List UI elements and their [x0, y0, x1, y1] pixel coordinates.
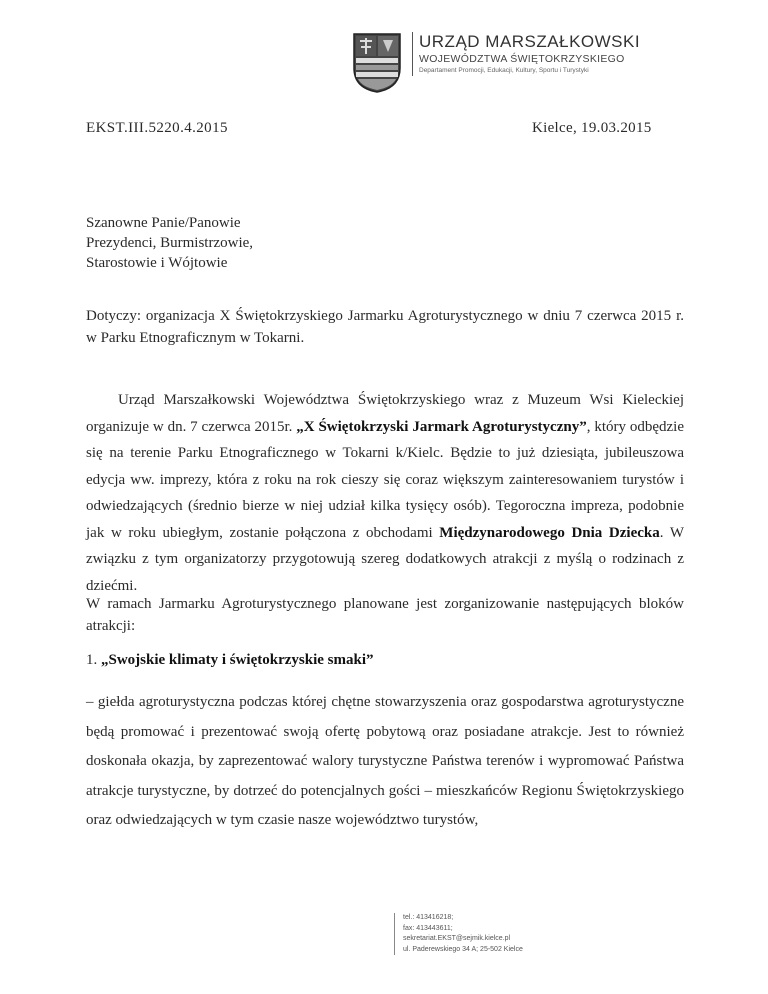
letter-date: Kielce, 19.03.2015 [532, 120, 652, 136]
paragraph-intro [86, 387, 684, 599]
organization-header [412, 32, 640, 76]
section-number: 1. [86, 652, 101, 668]
contact-fax: fax: 413443611; [403, 924, 453, 932]
childrens-day-name: Międzynarodowego Dnia Dziecka [439, 524, 660, 541]
org-department: Departament Promocji, Edukacji, Kultury, Sportu i Turystyki [419, 67, 589, 74]
section-heading [86, 652, 374, 669]
paragraph-text: Urząd Marszałkowski Województwa Świętokrzyskiego wraz z Muzeum Wsi Kieleckiej organizuje w dn. 7 czerwca 2015r. [86, 392, 684, 435]
contact-phone: tel.: 413416218; [403, 914, 454, 921]
contact-address: ul. Paderewskiego 34 A; 25-502 Kielce [403, 945, 523, 953]
addressees [86, 213, 253, 273]
paragraph-text: , który odbędzie się na terenie Parku Etnograficznego w Tokarni k/Kielc. Będzie to już dziesiąta, jubileuszowa edycja ww. imprezy, która z roku na rok cieszy się coraz większym zainteresowaniem turystów i odwiedzających (średnio bierze w niej udział kilka tysięcy osób). Tegoroczna impreza, podobnie jak w roku ubiegłym, zostanie połączona z obchodami [86, 418, 684, 541]
addressee-line: Prezydenci, Burmistrzowie, [86, 235, 254, 251]
event-name: „X Świętokrzyski Jarmark Agroturystyczny” [296, 418, 587, 435]
paragraph-attractions-intro: W ramach Jarmarku Agroturystycznego planowane jest zorganizowanie następujących bloków atrakcji: [86, 596, 684, 634]
subject-line: Dotyczy: organizacja X Świętokrzyskiego Jarmarku Agroturystycznego w dniu 7 czerwca 2015 r. w Parku Etnograficznym w Tokarni. [86, 308, 684, 346]
coat-of-arms-icon [352, 32, 402, 94]
org-title: URZĄD MARSZAŁKOWSKI [419, 32, 641, 51]
contact-email: sekretariat.EKST@sejmik.kielce.pl [403, 935, 511, 942]
paragraph-exchange: – giełda agroturystyczna podczas której chętne stowarzyszenia oraz gospodarstwa agroturystyczne będą promować i prezentować swoją ofertę pobytową oraz posiadane atrakcje. Jest to również doskonała okazja, by zaprezentować walory turystyczne Państwa terenów i wypromować Państwa atrakcje turystyczne, by dotrzeć do potencjalnych gości – mieszkańców Regionu Świętokrzyskiego oraz odwiedzających w tym czasie nasze województwo turystów, [86, 694, 684, 828]
org-subtitle: WOJEWÓDZTWA ŚWIĘTOKRZYSKIEGO [419, 53, 625, 65]
contact-footer [394, 913, 523, 955]
addressee-line: Starostowie i Wójtowie [86, 255, 228, 271]
section-title: „Swojskie klimaty i świętokrzyskie smaki” [101, 652, 374, 668]
addressee-line: Szanowne Panie/Panowie [86, 215, 241, 231]
reference-number: EKST.III.5220.4.2015 [86, 120, 228, 136]
paragraph-text: . W związku z tym organizatorzy przygotowują szereg dodatkowych atrakcji z myślą o rodzinach z dziećmi. [86, 524, 684, 594]
